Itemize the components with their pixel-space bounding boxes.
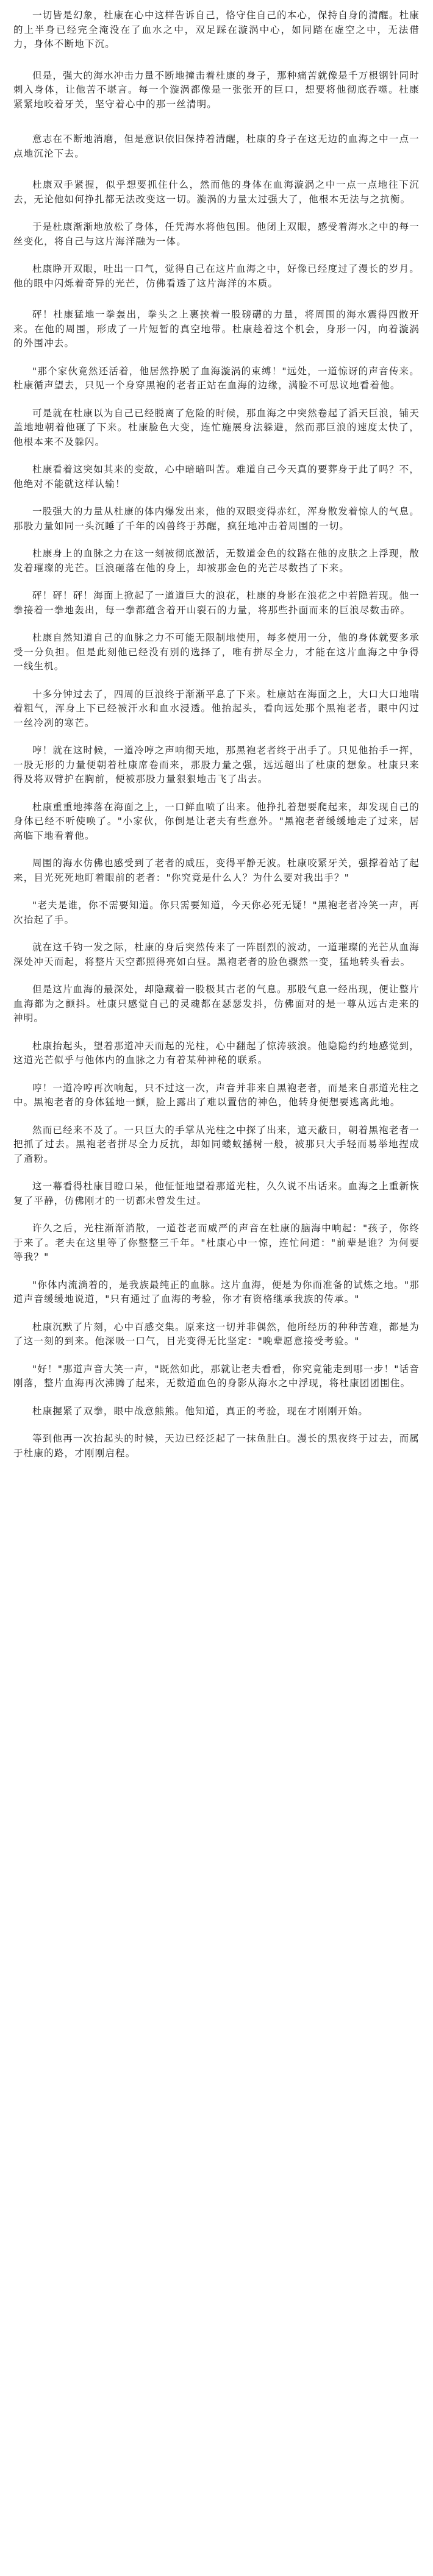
- paragraph-11: 一股强大的力量从杜康的体内爆发出来，他的双眼变得赤红，浑身散发着惊人的气息。那股力量如同一头沉睡了千年的凶兽终于苏醒，疯狂地冲击着周围的一切。: [13, 506, 420, 532]
- paragraph-spacer: [13, 491, 420, 505]
- paragraph-15: 十多分钟过去了，四周的巨浪终于渐渐平息了下来。杜康站在海面之上，大口大口地喘着粗气，浑身上下已经被汗水和血水浸透。他抬起头，看向远处那个黑袍老者，眼中闪过一丝冷冽的寒芒。: [13, 688, 420, 728]
- paragraph-spacer: [13, 533, 420, 547]
- paragraph-spacer: [13, 1068, 420, 1081]
- paragraph-spacer: [13, 1026, 420, 1039]
- paragraph-5: 于是杜康渐渐地放松了身体，任凭海水将他包围。他闭上双眼，感受着海水之中的每一丝变化，将自己与这片海洋融为一体。: [13, 221, 420, 247]
- paragraph-spacer: [13, 449, 420, 463]
- paragraph-spacer: [13, 969, 420, 983]
- paragraph-spacer: [13, 161, 420, 178]
- paragraph-28: 杜康沉默了片刻，心中百感交集。原来这一切并非偶然，他所经历的种种苦难，都是为了这一刻的到来。他深吸一口气，目光变得无比坚定："晚辈愿意接受考验。": [13, 1321, 420, 1347]
- paragraph-16: 哼！就在这时候，一道冷哼之声响彻天地，那黑袍老者终于出手了。只见他抬手一挥，一股无形的力量便朝着杜康席卷而来，那股力量之强，远远超出了杜康的想象。杜康只来得及将双臂护在胸前，便被那股力量狠狠地击飞了出去。: [13, 745, 420, 785]
- paragraph-23: 哼！一道冷哼再次响起，只不过这一次，声音并非来自黑袍老者，而是来自那道光柱之中。黑袍老者的身体猛地一颤，脸上露出了难以置信的神色，他转身便想要逃离此地。: [13, 1082, 420, 1108]
- paragraph-spacer: [13, 1208, 420, 1222]
- paragraph-1: 一切皆是幻象，杜康在心中这样告诉自己，恪守住自己的本心，保持自身的清醒。杜康的上半身已经完全淹没在了血水之中，双足踩在漩涡中心，如同踏在虚空之中，无法借力，身体不断地下沉。: [13, 10, 420, 49]
- paragraph-10: 杜康看着这突如其来的变故，心中暗暗叫苦。难道自己今天真的要葬身于此了吗？不，他绝对不能就这样认输！: [13, 464, 420, 489]
- paragraph-21: 但是这片血海的最深处，却隐藏着一股极其古老的气息。那股气息一经出现，便让整片血海都为之颤抖。杜康只感觉自己的灵魂都在瑟瑟发抖，仿佛面对的是一尊从远古走来的神明。: [13, 984, 420, 1023]
- paragraph-spacer: [13, 617, 420, 631]
- paragraph-spacer: [13, 1349, 420, 1362]
- paragraph-7: 砰！杜康猛地一拳轰出，拳头之上裹挟着一股磅礴的力量，将周围的海水震得四散开来。在他的周围，形成了一片短暂的真空地带。杜康趁着这个机会，身形一闪，向着漩涡的外围冲去。: [13, 309, 420, 349]
- paragraph-spacer: [13, 1391, 420, 1404]
- paragraph-spacer: [13, 207, 420, 220]
- paragraph-spacer: [13, 249, 420, 262]
- paragraph-31: 等到他再一次抬起头的时候，天边已经泛起了一抹鱼肚白。漫长的黑夜终于过去，而属于杜康的路，才刚刚启程。: [13, 1433, 420, 1459]
- paragraph-spacer: [13, 1265, 420, 1278]
- paragraph-14: 杜康自然知道自己的血脉之力不可能无限制地使用，每多使用一分，他的身体就要多承受一分负担。但是此刻他已经没有别的选择了，唯有拼尽全力，才能在这片血海之中争得一线生机。: [13, 632, 420, 672]
- paragraph-spacer: [13, 575, 420, 589]
- paragraph-25: 这一幕看得杜康目瞪口呆，他怔怔地望着那道光柱，久久说不出话来。血海之上重新恢复了平静，仿佛刚才的一切都未曾发生过。: [13, 1181, 420, 1206]
- paragraph-spacer: [13, 787, 420, 800]
- paragraph-2: 但是，强大的海水冲击力量不断地撞击着杜康的身子，那种痛苦就像是千万根钢针同时刺入身体，让他苦不堪言。每一个漩涡都像是一张张开的巨口，想要将他彻底吞噬。杜康紧紧地咬着牙关，坚守着心中的那一丝清明。: [13, 69, 420, 110]
- paragraph-17: 杜康重重地摔落在海面之上，一口鲜血喷了出来。他挣扎着想要爬起来，却发现自己的身体已经不听使唤了。"小家伙，你倒是让老夫有些意外。"黑袍老者缓缓地走了过来，居高临下地看着他。: [13, 801, 420, 841]
- paragraph-18: 周围的海水仿佛也感受到了老者的威压，变得平静无波。杜康咬紧牙关，强撑着站了起来，目光死死地盯着眼前的老者："你究竟是什么人？为什么要对我出手？": [13, 858, 420, 883]
- paragraph-spacer: [13, 291, 420, 308]
- paragraph-24: 然而已经来不及了。一只巨大的手掌从光柱之中探了出来，遮天蔽日，朝着黑袍老者一把抓了过去。黑袍老者拼尽全力反抗，却如同蝼蚁撼树一般，被那只大手轻而易举地捏成了齑粉。: [13, 1124, 420, 1164]
- paragraph-spacer: [13, 393, 420, 407]
- paragraph-13: 砰！砰！砰！海面上掀起了一道道巨大的浪花，杜康的身影在浪花之中若隐若现。他一拳接着一拳地轰出，每一拳都蕴含着开山裂石的力量，将那些扑面而来的巨浪尽数击碎。: [13, 590, 420, 616]
- paragraph-spacer: [13, 730, 420, 744]
- paragraph-12: 杜康身上的血脉之力在这一刻被彻底激活，无数道金色的纹路在他的皮肤之上浮现，散发着璀璨的光芒。巨浪砸落在他的身上，却被那金色的光芒尽数挡了下来。: [13, 548, 420, 574]
- paragraph-9: 可是就在杜康以为自己已经脱离了危险的时候，那血海之中突然卷起了滔天巨浪，铺天盖地地朝着他砸了下来。杜康脸色大变，连忙施展身法躲避，然而那巨浪的速度太快了，他根本来不及躲闪。: [13, 407, 420, 447]
- paragraph-22: 杜康抬起头，望着那道冲天而起的光柱，心中翻起了惊涛骇浪。他隐隐约约地感觉到，这道光芒似乎与他体内的血脉之力有着某种神秘的联系。: [13, 1040, 420, 1066]
- paragraph-spacer: [13, 1166, 420, 1179]
- paragraph-spacer: [13, 674, 420, 688]
- paragraph-20: 就在这千钧一发之际，杜康的身后突然传来了一阵剧烈的波动，一道璀璨的光芒从血海深处冲天而起，将整片天空都照得亮如白昼。黑袍老者的脸色骤然一变，猛地转头看去。: [13, 942, 420, 967]
- paragraph-spacer: [13, 1307, 420, 1320]
- paragraph-29: "好！"那道声音大笑一声，"既然如此，那就让老夫看看，你究竟能走到哪一步！"话音刚落，整片血海再次沸腾了起来，无数道血色的身影从海水之中浮现，将杜康团团围住。: [13, 1363, 420, 1389]
- paragraph-26: 许久之后，光柱渐渐消散，一道苍老而威严的声音在杜康的脑海中响起："孩子，你终于来了。老夫在这里等了你整整三千年。"杜康心中一惊，连忙问道："前辈是谁？为何要等我？": [13, 1223, 420, 1262]
- paragraph-30: 杜康握紧了双拳，眼中战意熊熊。他知道，真正的考验，现在才刚刚开始。: [32, 1405, 369, 1417]
- paragraph-6: 杜康睁开双眼，吐出一口气，觉得自己在这片血海之中，好像已经度过了漫长的岁月。他的眼中闪烁着奇异的光芒，仿佛看透了这片海洋的本质。: [13, 263, 420, 289]
- paragraph-spacer: [13, 1110, 420, 1123]
- paragraph-spacer: [13, 112, 420, 132]
- paragraph-4: 杜康双手紧握，似乎想要抓住什么，然而他的身体在血海漩涡之中一点一点地往下沉去，无论他如何挣扎都无法改变这一切。漩涡的力量太过强大了，他根本无法与之抗衡。: [13, 179, 420, 205]
- paragraph-spacer: [13, 52, 420, 69]
- paragraph-spacer: [13, 1418, 420, 1432]
- paragraph-3: 意志在不断地消磨，但是意识依旧保持着清醒，杜康的身子在这无边的血海之中一点一点地沉沦下去。: [13, 133, 420, 159]
- paragraph-spacer: [13, 885, 420, 898]
- paragraph-spacer: [13, 843, 420, 856]
- paragraph-19: "老夫是谁，你不需要知道。你只需要知道，今天你必死无疑！"黑袍老者冷笑一声，再次抬起了手。: [13, 900, 420, 925]
- paragraph-27: "你体内流淌着的，是我族最纯正的血脉。这片血海，便是为你而准备的试炼之地。"那道声音缓缓地说道，"只有通过了血海的考验，你才有资格继承我族的传承。": [13, 1279, 420, 1304]
- paragraph-8: "那个家伙竟然还活着，他居然挣脱了血海漩涡的束缚！"远处，一道惊讶的声音传来。杜康循声望去，只见一个身穿黑袍的老者正站在血海的边缘，满脸不可思议地看着他。: [13, 365, 420, 391]
- paragraph-spacer: [13, 927, 420, 941]
- paragraph-spacer: [13, 351, 420, 365]
